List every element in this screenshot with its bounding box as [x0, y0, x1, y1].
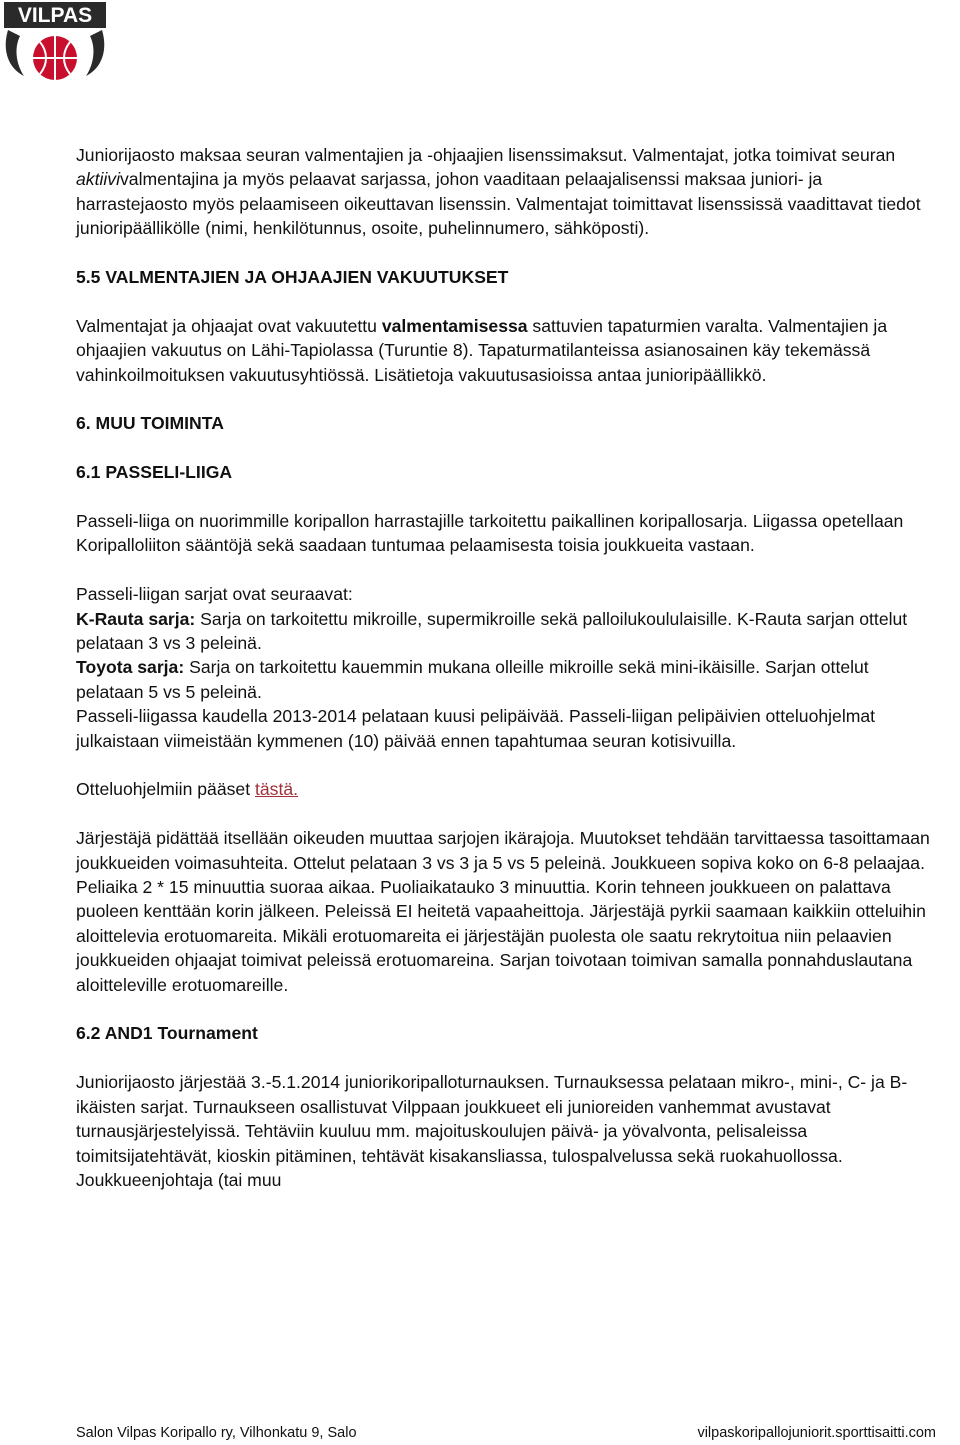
page-footer [76, 1424, 936, 1442]
paragraph-toyota [76, 655, 936, 704]
vilpas-logo [0, 0, 110, 82]
paragraph-passeli-intro: Passeli-liiga on nuorimmille koripallon harrastajille tarkoitettu paikallinen koripallosarja. Liigassa opetellaan Koripalloliiton sääntöjä sekä saadaan tuntumaa pelaamisesta toisia joukkueita vastaan. [76, 511, 904, 556]
document-body [76, 143, 936, 1192]
paragraph-licenses [76, 143, 936, 241]
text-run: Sarja on tarkoitettu kauemmin mukana olleille mikroille sekä mini-ikäisille. Sarjan ottelut pelataan 5 vs 5 peleinä. [76, 657, 869, 702]
paragraph-rules: Järjestäjä pidättää itsellään oikeuden muuttaa sarjojen ikärajoja. Muutokset tehdään tarvittaessa tasoittamaan joukkueiden voimasuhteita. Ottelut pelataan 3 vs 3 ja 5 vs 5 peleinä. Joukkueen sopiva koko on 6-8 pelaajaa. Peliaika 2 * 15 minuuttia suoraa aikaa. Puoliaikatauko 3 minuuttia. Korin tehneen joukkueen on palattava puoleen kenttään korin jälkeen. Peleissä EI heitetä vapaaheittoja. Järjestäjä pyrkii saamaan kaikkiin otteluihin aloittelevia erotuomareita. Mikäli erotuomareita ei järjestäjän puolesta ole saatu rekrytoitua niin pelaavien joukkueiden ohjaajat toimivat peleissä erotuomareina. Sarjan toivotaan toimivan samalla ponnahduslautana aloitteleville erotuomareille. [76, 828, 930, 995]
bold-text: valmentamisessa [381, 315, 528, 336]
series-label: K-Rauta sarja: [76, 608, 196, 629]
text-run: Valmentajat ja ohjaajat ovat vakuutettu [76, 315, 382, 336]
series-label: Toyota sarja: [76, 657, 185, 678]
vilpas-logo-graphic [0, 0, 110, 82]
heading-6-1: 6.1 PASSELI-LIIGA [76, 462, 233, 483]
heading-5-5: 5.5 VALMENTAJIEN JA OHJAAJIEN VAKUUTUKSET [76, 267, 509, 288]
paragraph-k-rauta [76, 607, 936, 656]
paragraph-schedule [76, 777, 936, 801]
left-horn-icon [6, 30, 24, 76]
heading-6-2: 6.2 AND1 Tournament [76, 1023, 258, 1044]
paragraph-insurance [76, 314, 936, 387]
paragraph-series-intro: Passeli-liigan sarjat ovat seuraavat: [76, 584, 353, 605]
text-run: sattuvien tapaturmien varalta. Valmentajien ja ohjaajien vakuutus on Lähi-Tapiolassa (Turuntie 8). Tapaturmatilanteissa asianosainen käy tekemässä vahinkoilmoituksen vakuutusyhtiössä. Lisätietoja vakuutusasioissa antaa junioripäällikkö. [76, 315, 888, 385]
emphasis-text: aktiivi [76, 169, 120, 190]
text-run: valmentajina ja myös pelaavat sarjassa, johon vaaditaan pelaajalisenssi maksaa juniori- ja harrastejaosto myös pelaamiseen oikeuttavan lisenssin. Valmentajat toimittavat lisenssissä vaadittavat tiedot junioripäällikölle (nimi, henkilötunnus, osoite, puhelinnumero, sähköposti). [76, 169, 921, 239]
footer-address: Salon Vilpas Koripallo ry, Vilhonkatu 9, Salo [76, 1425, 357, 1441]
right-horn-icon [86, 30, 104, 76]
text-run: Sarja on tarkoitettu mikroille, supermikroille sekä palloilukoululaisille. K-Rauta sarjan ottelut pelataan 3 vs 3 peleinä. [76, 608, 908, 654]
text-run: Otteluohjelmiin pääset [76, 779, 255, 800]
logo-text: VILPAS [17, 4, 93, 27]
footer-website: vilpaskoripallojuniorit.sporttisaitti.com [697, 1425, 936, 1441]
text-run: Juniorijaosto maksaa seuran valmentajien ja -ohjaajien lisenssimaksut. Valmentajat, jotka toimivat seuran [76, 145, 896, 165]
heading-6: 6. MUU TOIMINTA [76, 413, 224, 434]
paragraph-season: Passeli-liigassa kaudella 2013-2014 pelataan kuusi pelipäivää. Passeli-liigan pelipäivien otteluohjelmat julkaistaan viimeistään kymmenen (10) päivää ennen tapahtumaa seuran kotisivuilla. [76, 706, 876, 751]
paragraph-tournament: Juniorijaosto järjestää 3.-5.1.2014 juniorikoripalloturnauksen. Turnauksessa pelataan mikro-, mini-, C- ja B-ikäisten sarjat. Turnaukseen osallistuvat Vilppaan joukkueet eli junioreiden vanhemmat avustavat turnausjärjestelyissä. Tehtäviin kuuluu mm. majoituskoulujen päivä- ja yövalvonta, pelisaleissa toimitsijatehtävät, kioskin pitäminen, tehtävät kisakansliassa, tulospalvelussa sekä ruokahuollossa. Joukkueenjohtaja (tai muu [76, 1072, 908, 1190]
schedule-link[interactable]: tästä. [254, 779, 299, 800]
